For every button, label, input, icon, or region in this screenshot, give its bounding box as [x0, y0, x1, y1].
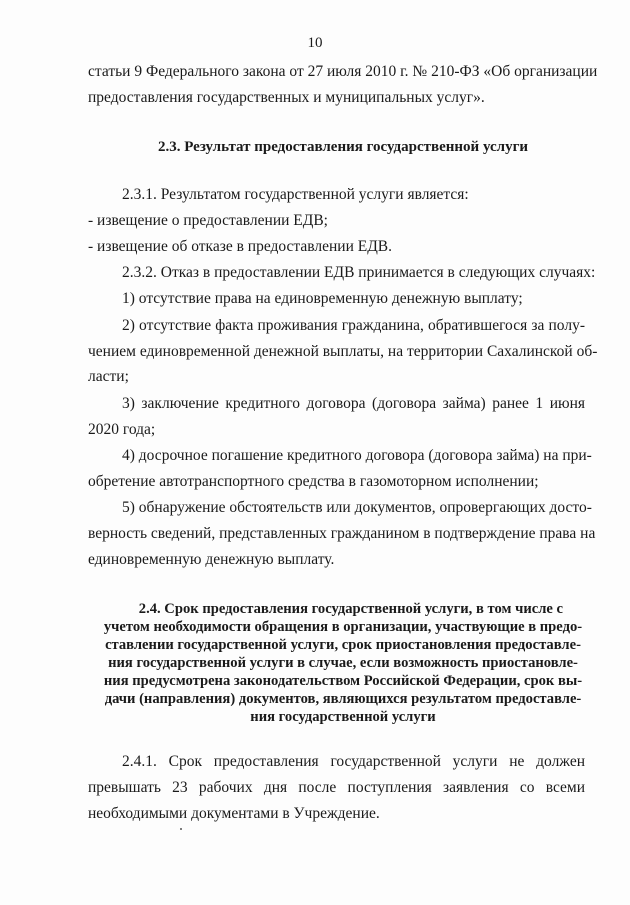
line-case-2b: чением единовременной денежной выплаты, на территории Сахалинской об- — [88, 343, 598, 360]
section-2-4-title-line-6: дачи (направления) документов, являющихся результатом предоставле- — [104, 691, 582, 707]
line-case-1: 1) отсутствие права на единовременную денежную выплату; — [122, 290, 523, 307]
line-case-3b: 2020 года; — [88, 421, 156, 438]
line-2-3-1: 2.3.1. Результатом государственной услуги является: — [122, 186, 469, 203]
line-case-2a: 2) отсутствие факта проживания гражданина, обратившегося за полу- — [122, 317, 585, 334]
line-case-5c: единовременную денежную выплату. — [88, 551, 335, 568]
page-number: 10 — [307, 35, 323, 51]
section-2-3-title: 2.3. Результат предоставления государственной услуги — [157, 139, 529, 155]
section-2-4-title-line-3: ставлении государственной услуги, срок приостановления предоставле- — [105, 637, 581, 653]
line-2-4-1a: 2.4.1. Срок предоставления государственной услуги не должен — [122, 753, 585, 770]
section-2-4-title-line-4: ния государственной услуги в случае, если возможность приостановле- — [108, 655, 578, 671]
line-case-4a: 4) досрочное погашение кредитного договора (договора займа) на при- — [122, 447, 592, 464]
intro-line-2: предоставления государственных и муниципальных услуг». — [88, 89, 485, 106]
intro-line-1: статьи 9 Федерального закона от 27 июля 2010 г. № 210-ФЗ «Об организации — [88, 63, 598, 80]
line-case-5b: верность сведений, представленных гражданином в подтверждение права на — [88, 525, 596, 542]
section-2-4-title-line-7: ния государственной услуги — [250, 709, 436, 725]
section-2-4-title-line-2: учетом необходимости обращения в организации, участвующие в предо- — [103, 619, 583, 635]
line-notice-grant: - извещение о предоставлении ЕДВ; — [88, 212, 328, 229]
section-2-4-title-line-1: 2.4. Срок предоставления государственной услуги, в том числе с — [138, 601, 563, 617]
line-notice-refusal: - извещение об отказе в предоставлении ЕДВ. — [88, 238, 393, 255]
line-2-4-1b: превышать 23 рабочих дня после поступления заявления со всеми — [88, 779, 585, 796]
section-2-4-title-line-5: ния предусмотрена законодательством Российской Федерации, срок вы- — [103, 673, 583, 689]
line-2-3-2: 2.3.2. Отказ в предоставлении ЕДВ принимается в следующих случаях: — [122, 264, 596, 281]
line-2-4-1c: необходимыми документами в Учреждение. — [88, 805, 380, 822]
line-case-3a: 3) заключение кредитного договора (договора займа) ранее 1 июня — [122, 395, 585, 412]
line-case-2c: ласти; — [88, 368, 129, 385]
line-case-4b: обретение автотранспортного средства в газомоторном исполнении; — [88, 473, 539, 490]
line-case-5a: 5) обнаружение обстоятельств или документов, опровергающих досто- — [122, 499, 592, 516]
scan-speck — [180, 828, 182, 830]
